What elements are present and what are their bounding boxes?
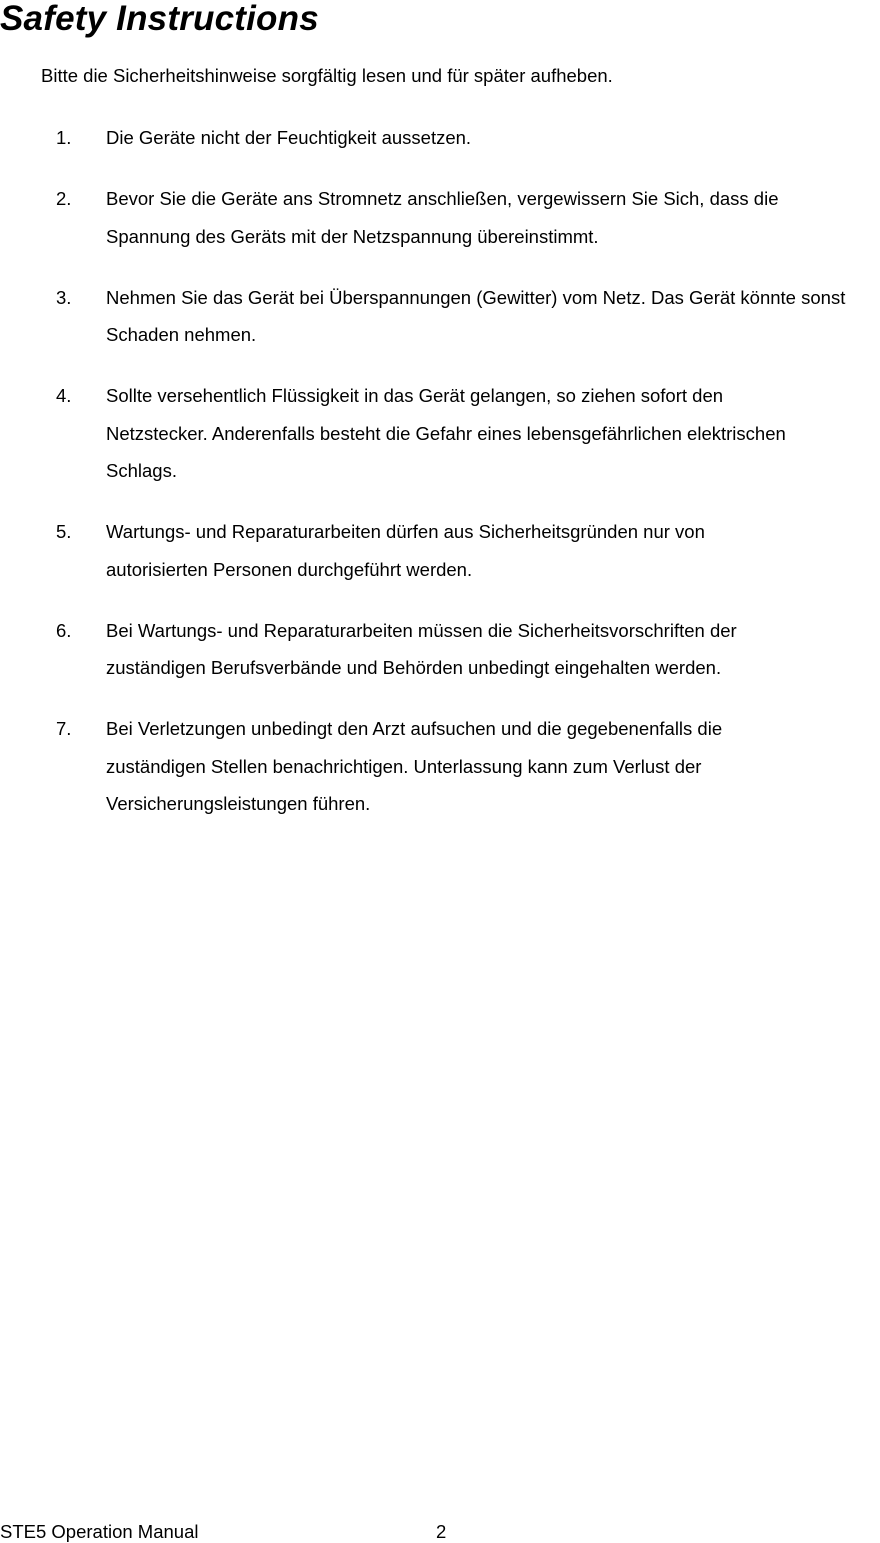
item-text: Sollte versehentlich Flüssigkeit in das Gerät gelangen, so ziehen sofort den Netzstecker. Anderenfalls besteht die Gefahr eines lebensgefährlichen elektrischen Schlags. (106, 385, 786, 481)
item-text: Bei Wartungs- und Reparaturarbeiten müssen die Sicherheitsvorschriften der zuständigen Berufsverbände und Behörden unbedingt eingehalten werden. (106, 619, 737, 678)
footer-manual-name: STE5 Operation Manual (0, 1521, 199, 1542)
item-text: Die Geräte nicht der Feuchtigkeit aussetzen. (106, 127, 472, 148)
list-item (0, 119, 880, 157)
list-item (0, 710, 880, 823)
footer-page-number: 2 (436, 1521, 447, 1542)
safety-instructions-list (0, 119, 880, 846)
item-number: 6. (56, 619, 72, 641)
item-number: 1. (56, 127, 72, 148)
list-item (0, 513, 880, 588)
item-text: Bevor Sie die Geräte ans Stromnetz anschließen, vergewissern Sie Sich, dass die Spannung des Geräts mit der Netzspannung übereinstimmt. (106, 188, 779, 247)
item-text: Wartungs- und Reparaturarbeiten dürfen aus Sicherheitsgründen nur von autorisierten Personen durchgeführt werden. (106, 521, 705, 580)
list-item (0, 180, 880, 255)
item-text: Bei Verletzungen unbedingt den Arzt aufsuchen und die gegebenenfalls die zuständigen Stellen benachrichtigen. Unterlassung kann zum Verlust der Versicherungsleistungen führen. (106, 718, 723, 814)
item-number: 5. (56, 521, 72, 542)
item-number: 3. (56, 286, 72, 308)
item-number: 7. (56, 718, 72, 739)
item-text: Nehmen Sie das Gerät bei Überspannungen (Gewitter) vom Netz. Das Gerät könnte sonst Schaden nehmen. (106, 286, 846, 345)
list-item (0, 612, 880, 687)
item-number: 2. (56, 188, 72, 209)
intro-text: Bitte die Sicherheitshinweise sorgfältig lesen und für später aufheben. (41, 65, 613, 86)
list-item (0, 377, 880, 490)
item-number: 4. (56, 385, 72, 406)
list-item (0, 279, 880, 354)
page-title: Safety Instructions (0, 0, 319, 38)
